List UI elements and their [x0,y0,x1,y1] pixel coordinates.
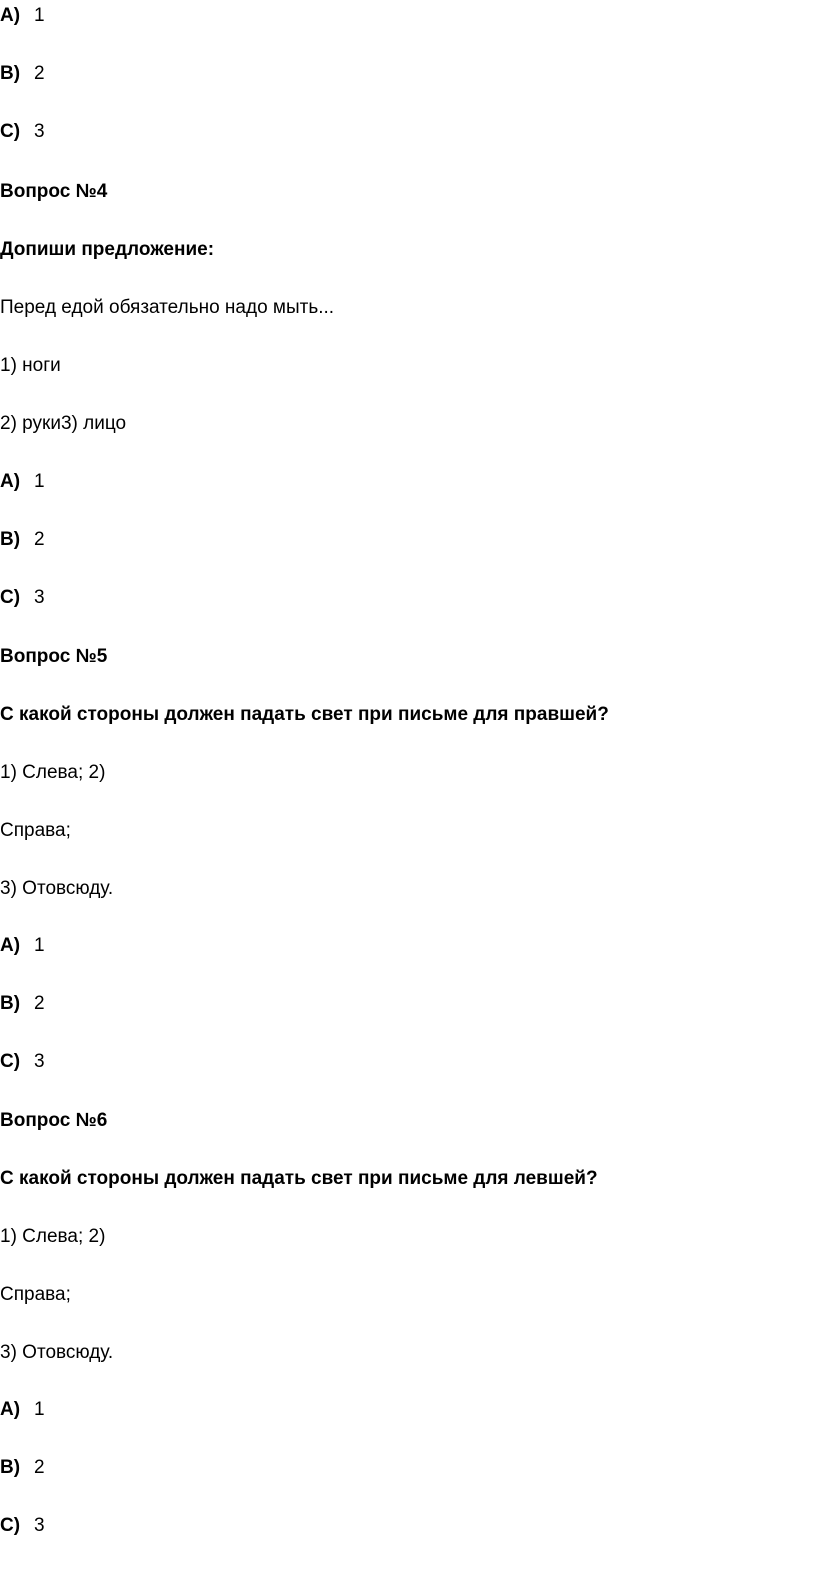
option-letter: A) [0,1399,21,1420]
question-5-choice-line-2: Справа; [0,820,71,841]
option-value: 2 [34,993,45,1014]
question-6-choice-line-1: 1) Слева; 2) [0,1226,106,1247]
option-value: 2 [34,529,45,550]
option-value: 1 [34,935,45,956]
option-b [0,528,45,552]
option-letter: C) [0,121,21,142]
option-value: 1 [34,471,45,492]
option-b [0,1456,45,1480]
question-5-heading: Вопрос №5 [0,646,108,667]
question-4-choice-1: 1) ноги [0,355,61,376]
option-letter: B) [0,1457,21,1478]
option-a [0,470,45,494]
question-5-choice-line-1: 1) Слева; 2) [0,762,106,783]
option-letter: A) [0,935,21,956]
option-value: 1 [34,1399,45,1420]
option-c [0,1514,45,1538]
question-6-choice-line-3: 3) Отовсюду. [0,1342,114,1363]
option-letter: B) [0,993,21,1014]
question-6-choice-line-2: Справа; [0,1284,71,1305]
question-5-text: С какой стороны должен падать свет при письме для правшей? [0,704,609,725]
question-4-instruction: Допиши предложение: [0,239,215,260]
option-c [0,586,45,610]
option-value: 3 [34,1051,45,1072]
option-b [0,62,45,86]
option-a [0,934,45,958]
question-4-heading: Вопрос №4 [0,181,108,202]
option-c [0,1050,45,1074]
question-5-choice-line-3: 3) Отовсюду. [0,878,114,899]
question-6-heading: Вопрос №6 [0,1110,108,1131]
option-letter: C) [0,1515,21,1536]
option-letter: A) [0,471,21,492]
option-value: 2 [34,63,45,84]
question-4-sentence: Перед едой обязательно надо мыть... [0,297,335,318]
option-b [0,992,45,1016]
question-4-choice-2: 2) руки3) лицо [0,413,127,434]
option-letter: B) [0,63,21,84]
option-value: 1 [34,5,45,26]
option-c [0,120,45,144]
option-letter: C) [0,587,21,608]
option-letter: A) [0,5,21,26]
option-value: 3 [34,121,45,142]
option-value: 3 [34,587,45,608]
option-value: 2 [34,1457,45,1478]
option-letter: C) [0,1051,21,1072]
question-6-text: С какой стороны должен падать свет при письме для левшей? [0,1168,598,1189]
option-value: 3 [34,1515,45,1536]
option-a [0,1398,45,1422]
option-letter: B) [0,529,21,550]
option-a [0,4,45,28]
